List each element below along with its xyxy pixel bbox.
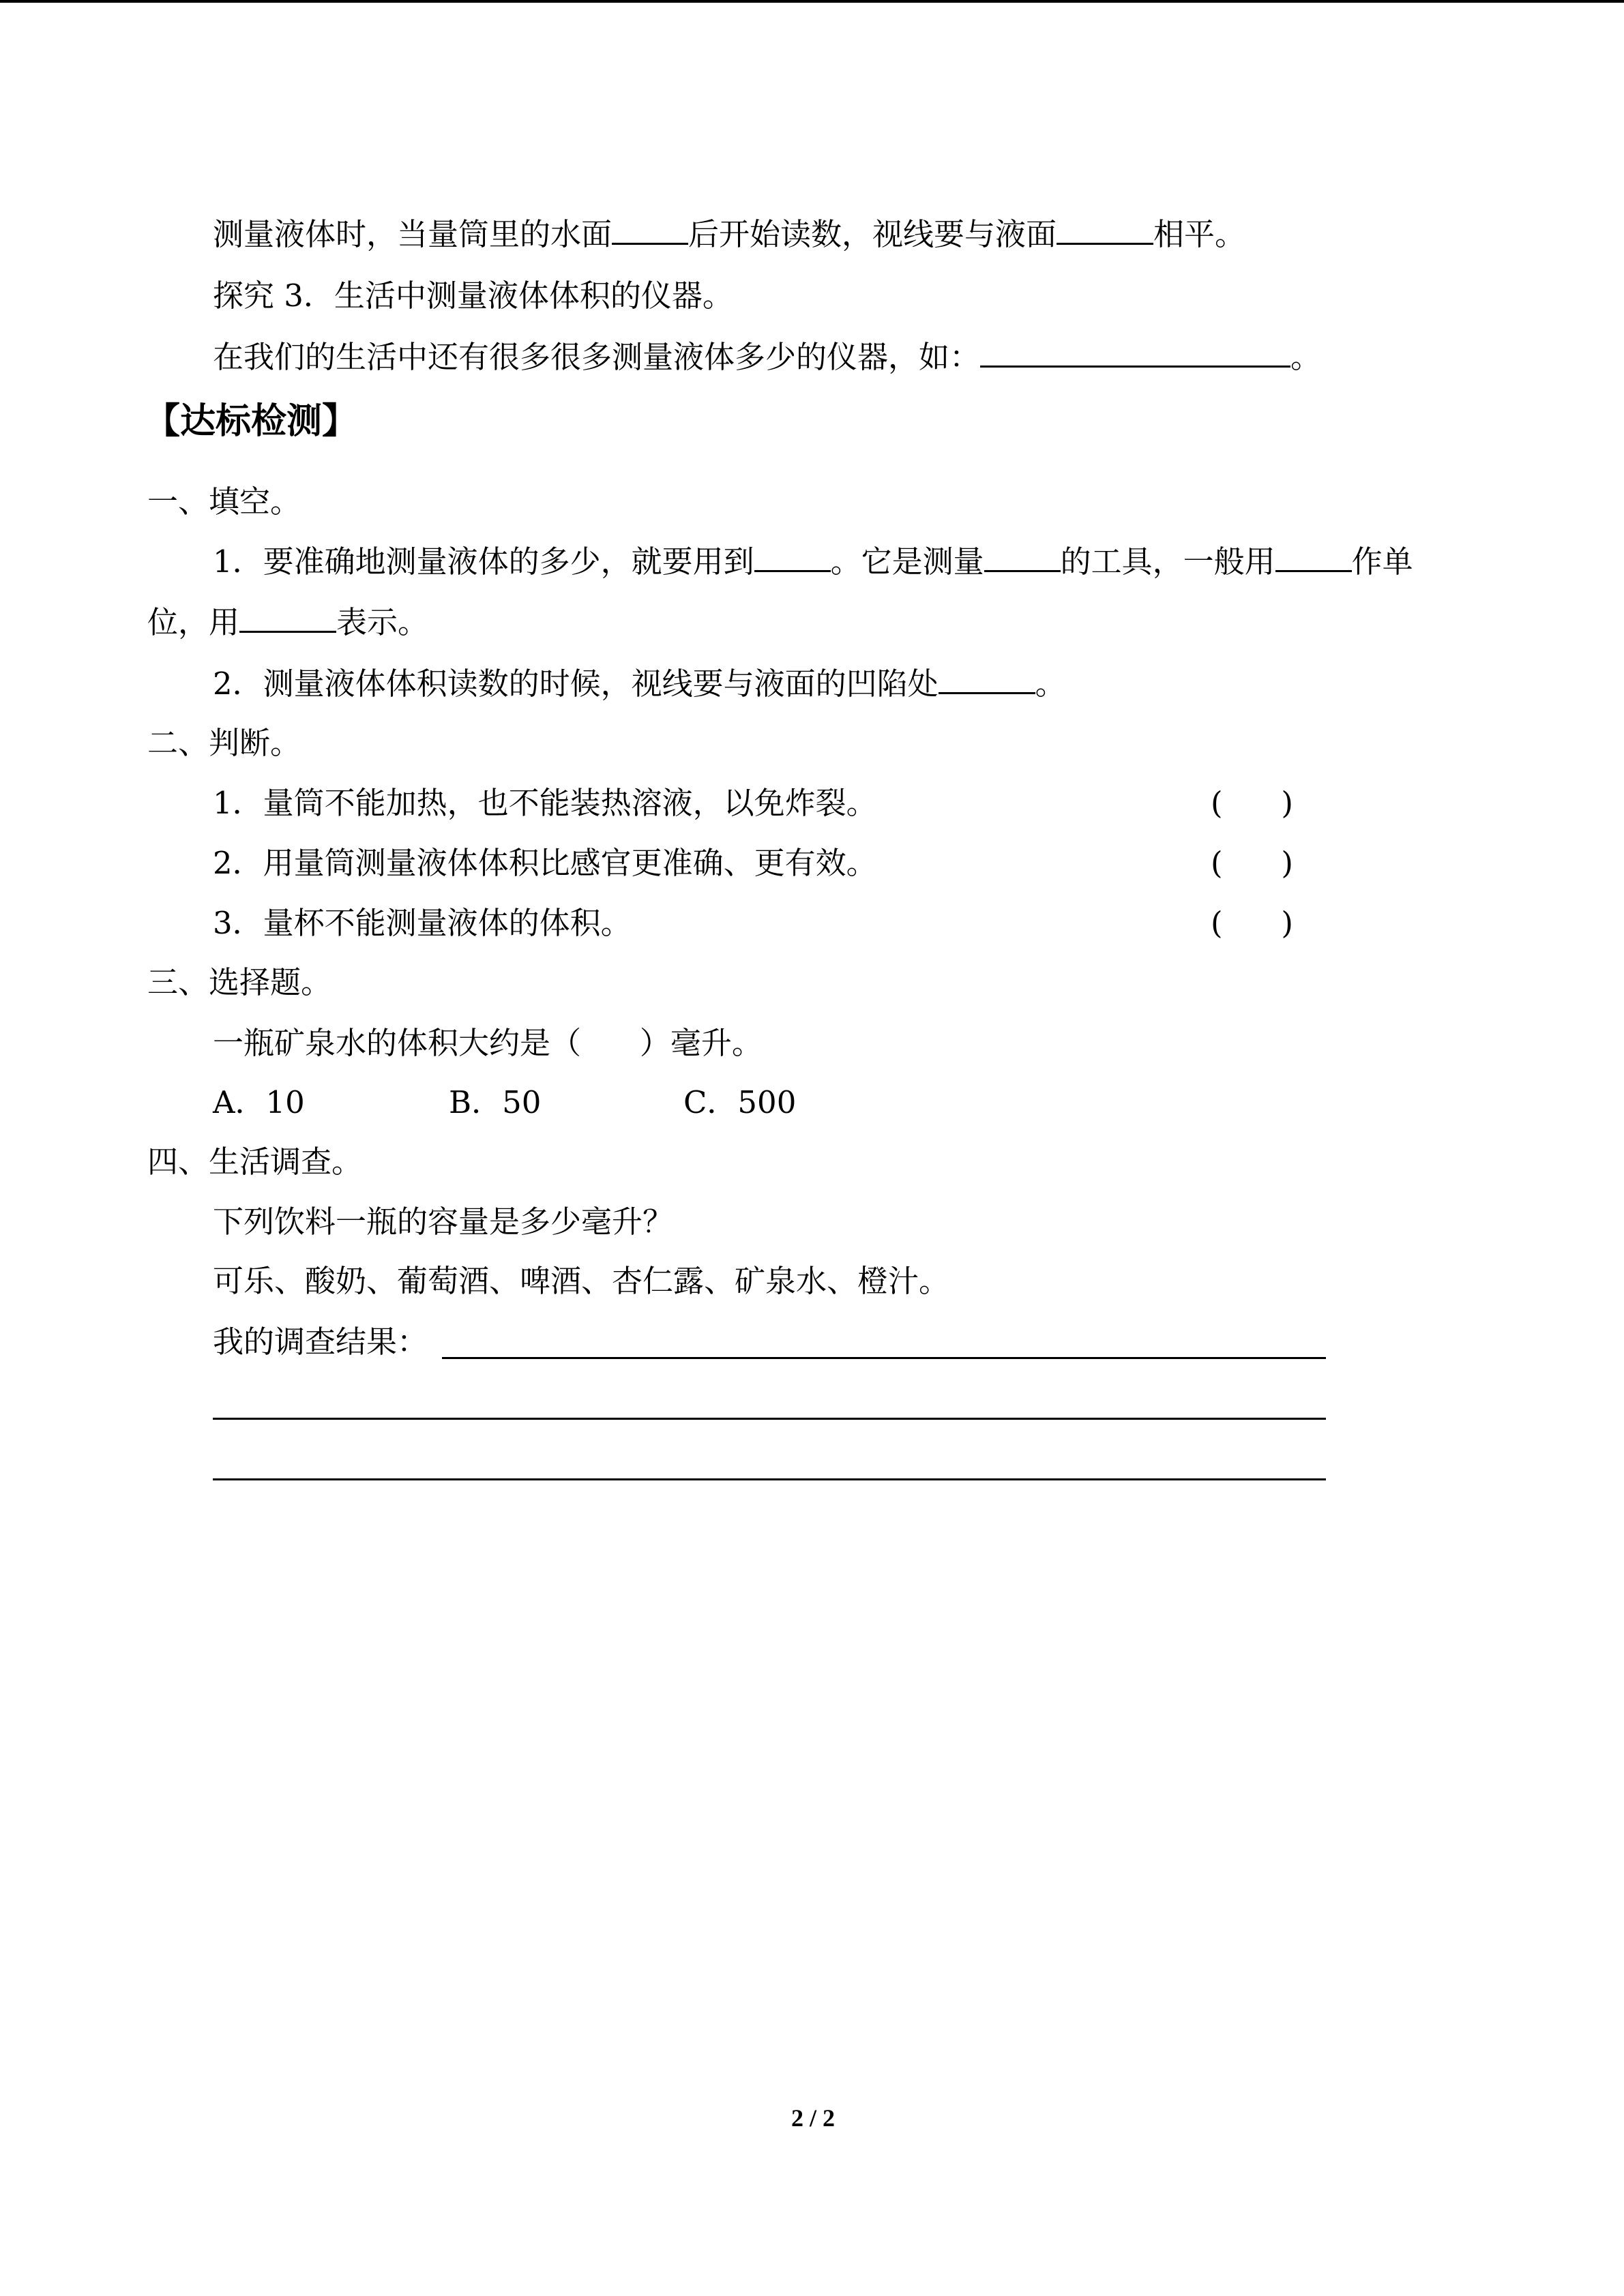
blank-measure[interactable]	[984, 543, 1061, 572]
judge-question-1: 1．量筒不能加热，也不能装热溶液，以免炸裂。	[213, 785, 877, 821]
text-part: 的工具，一般用	[1060, 543, 1275, 580]
option-c[interactable]: C．500	[683, 1084, 797, 1120]
survey-drinks: 可乐、酸奶、葡萄酒、啤酒、杏仁露、矿泉水、橙汁。	[213, 1263, 950, 1299]
text-part: 后开始读数，视线要与液面	[688, 216, 1057, 252]
judge-question-2: 2．用量筒测量液体体积比感官更准确、更有效。	[213, 845, 877, 881]
judge-question-3: 3．量杯不能测量液体的体积。	[213, 905, 632, 941]
answer-line-3[interactable]	[213, 1478, 1326, 1480]
blank-tool[interactable]	[754, 543, 831, 572]
blank-symbol[interactable]	[239, 603, 336, 633]
explore-3-title: 探究 3．生活中测量液体体积的仪器。	[213, 278, 733, 314]
blank-concave[interactable]	[939, 665, 1035, 694]
blank-instruments[interactable]	[980, 338, 1290, 368]
top-border	[0, 0, 1624, 3]
text-part: 作单	[1351, 543, 1413, 580]
text-part: 。它是测量	[830, 543, 984, 580]
survey-question: 下列饮料一瓶的容量是多少毫升？	[213, 1204, 674, 1240]
blank-unit[interactable]	[1275, 543, 1352, 572]
page-number: 2 / 2	[791, 2104, 836, 2132]
text-part: 表示。	[336, 604, 429, 640]
text-part: 。	[1035, 666, 1066, 702]
text-part: 在我们的生活中还有很多很多测量液体多少的仪器，如：	[213, 339, 981, 375]
measure-reading-sentence	[213, 215, 1245, 254]
part-1-title: 一、填空。	[147, 483, 301, 520]
text-part: 2．测量液体体积读数的时候，视线要与液面的凹陷处	[213, 666, 939, 702]
answer-line-1[interactable]	[442, 1357, 1326, 1359]
judge-answer-1[interactable]: ( )	[1211, 785, 1293, 821]
option-a[interactable]: A．10	[213, 1084, 305, 1120]
survey-result-label: 我的调查结果：	[213, 1324, 428, 1360]
text-part: 位，用	[147, 604, 240, 640]
judge-answer-2[interactable]: ( )	[1211, 845, 1293, 881]
instruments-sentence	[213, 338, 1321, 376]
text-part: 。	[1290, 339, 1322, 375]
fill-question-1	[213, 543, 1413, 581]
text-part: 1．要准确地测量液体的多少，就要用到	[213, 543, 754, 580]
part-3-title: 三、选择题。	[147, 964, 332, 1000]
part-4-title: 四、生活调查。	[147, 1144, 363, 1180]
blank-water-surface[interactable]	[612, 215, 688, 245]
judge-answer-3[interactable]: ( )	[1211, 905, 1293, 941]
option-b[interactable]: B．50	[449, 1084, 542, 1120]
fill-question-2	[213, 665, 1066, 703]
blank-level[interactable]	[1057, 215, 1153, 245]
section-heading: 【达标检测】	[145, 400, 358, 442]
fill-question-1-cont	[147, 603, 428, 642]
text-part: 测量液体时，当量筒里的水面	[213, 216, 612, 252]
part-2-title: 二、判断。	[147, 725, 301, 761]
choice-question: 一瓶矿泉水的体积大约是（ ）毫升。	[213, 1025, 763, 1061]
text-part: 相平。	[1153, 216, 1246, 252]
answer-line-2[interactable]	[213, 1418, 1326, 1420]
